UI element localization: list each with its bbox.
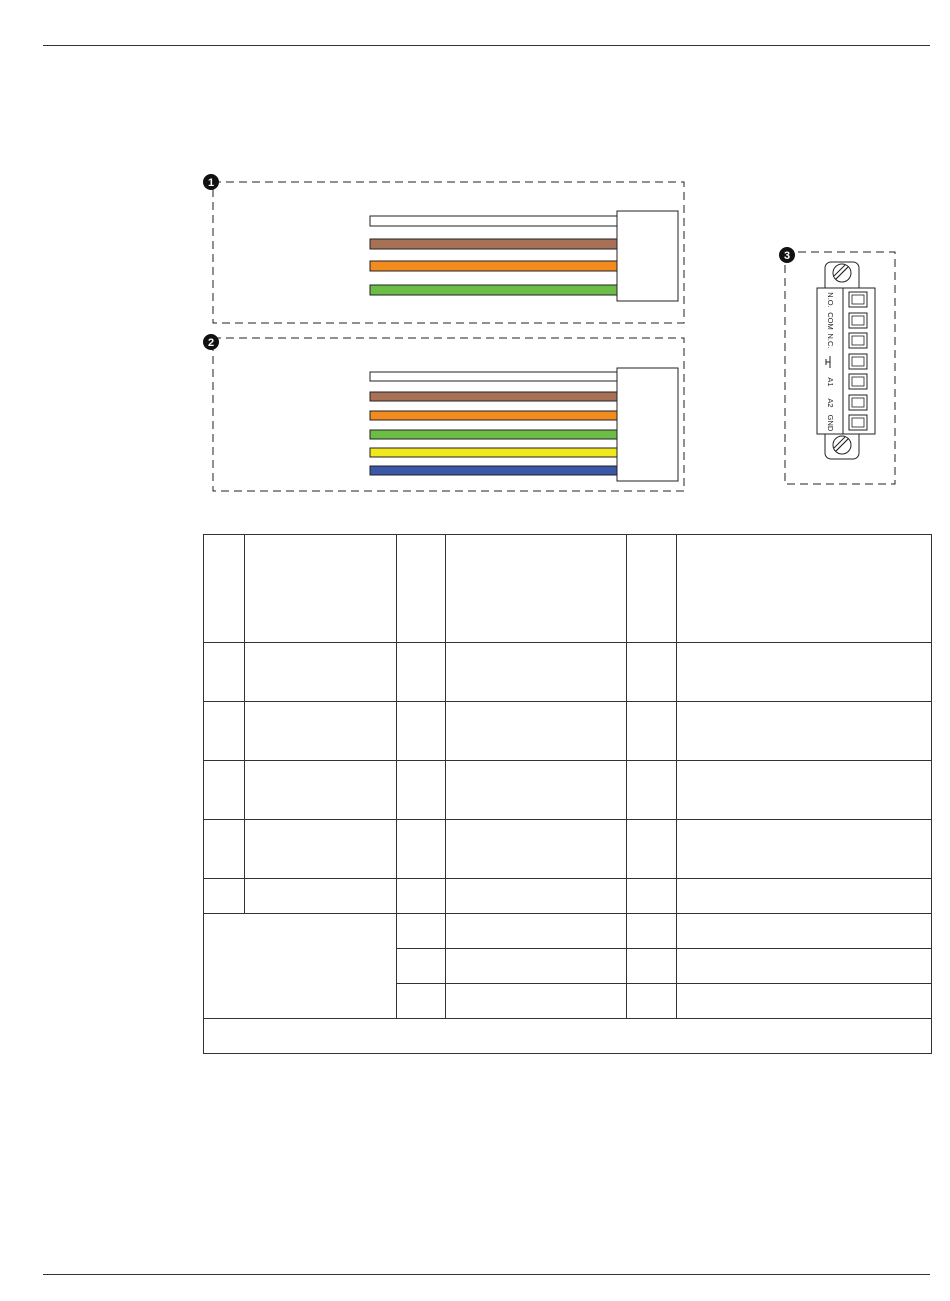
wire-6 [370,466,617,475]
table-cell [245,879,397,914]
wire-1 [370,372,617,381]
terminal-slot-inner [852,398,864,407]
table-cell [677,643,932,702]
legend-table [203,534,932,1054]
table-row [204,761,932,820]
terminal-slot-inner [852,316,864,325]
wire-1 [370,216,617,226]
table-cell [627,984,677,1019]
table-cell [245,535,397,643]
wire-4 [370,285,617,295]
table-row [204,702,932,761]
table-cell [397,879,446,914]
table-cell [245,643,397,702]
table-cell [627,914,677,949]
cable-4-wires [370,216,617,295]
table-cell [204,820,245,879]
table-cell [677,914,932,949]
cable-4-panel [213,182,684,323]
wire-2 [370,392,617,401]
callout-2-number: 2 [207,337,215,349]
table-cell [677,761,932,820]
table-cell [446,702,627,761]
table-cell [204,702,245,761]
table-cell [677,820,932,879]
terminal-label: GND [826,414,835,432]
table-cell [397,761,446,820]
table-row [204,820,932,879]
bottom-rule [43,1274,930,1275]
table-cell [397,702,446,761]
terminal-slot-inner [852,377,864,386]
table-cell [397,914,446,949]
table-cell [627,643,677,702]
table-cell [446,761,627,820]
terminal-slot-inner [852,418,864,427]
table-cell [397,820,446,879]
table-merged-cell [204,914,397,1019]
table-cell [245,820,397,879]
terminal-slots [849,292,867,430]
table-cell [204,643,245,702]
table-cell [627,949,677,984]
callout-3-number: 3 [783,250,791,262]
table-cell [446,949,627,984]
wire-3 [370,411,617,420]
table-row [204,914,932,949]
table-cell [397,643,446,702]
table-cell [204,535,245,643]
table-cell [677,879,932,914]
table-cell [204,879,245,914]
terminal-label: N.C. [826,333,835,349]
table-row [204,879,932,914]
table-cell [627,761,677,820]
table-cell [677,702,932,761]
table-cell [397,984,446,1019]
cable-6-wires [370,372,617,475]
table-cell [677,949,932,984]
table-cell [446,914,627,949]
wire-5 [370,448,617,457]
table-cell [627,879,677,914]
table-cell [446,535,627,643]
table-cell [204,761,245,820]
table-footer-cell [204,1019,932,1054]
terminal-slot-inner [852,357,864,366]
table-cell [446,643,627,702]
callout-1-number: 1 [207,177,215,189]
cable-6-connector [617,368,678,481]
table-cell [446,879,627,914]
table-cell [627,535,677,643]
table-cell [245,761,397,820]
terminal-slot-inner [852,336,864,345]
table-cell [677,535,932,643]
table-cell [397,949,446,984]
table-cell [397,535,446,643]
wire-4 [370,430,617,439]
table-cell [627,820,677,879]
table-row [204,643,932,702]
table-footer-row [204,1019,932,1054]
table-cell [446,820,627,879]
terminal-label: N.O. [826,292,835,308]
wiring-diagram [0,0,950,520]
table-cell [446,984,627,1019]
table-header-row [204,535,932,643]
cable-4-connector [617,211,678,301]
table-cell [627,702,677,761]
terminal-slot-inner [852,295,864,304]
terminal-label: A1 [826,377,835,387]
wire-2 [370,239,617,249]
table-cell [677,984,932,1019]
terminal-label: A2 [826,398,835,408]
table-cell [245,702,397,761]
terminal-label: COM [826,312,835,330]
wire-3 [370,261,617,271]
